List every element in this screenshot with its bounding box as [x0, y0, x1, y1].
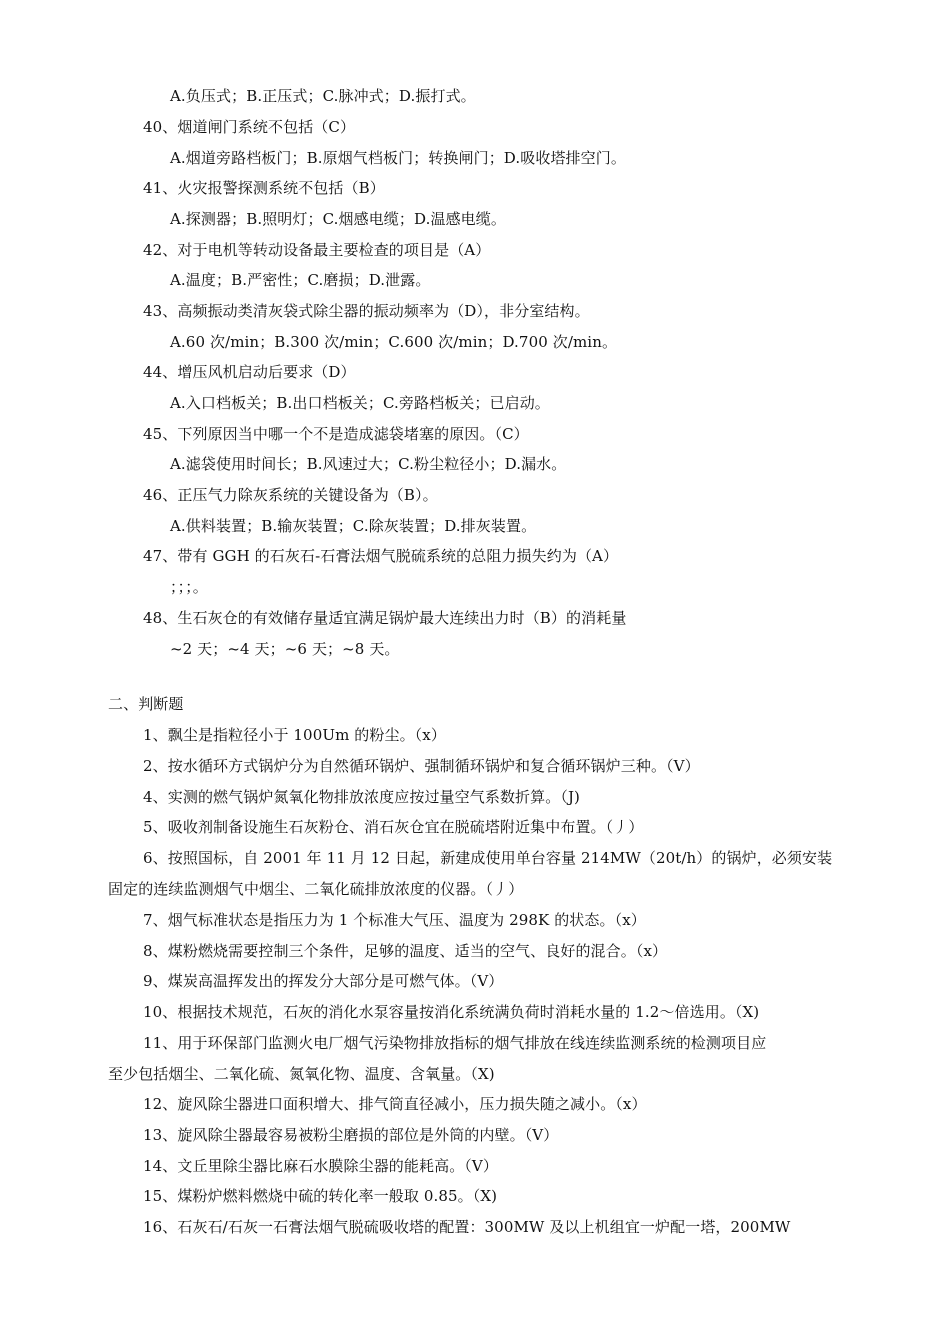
- option-line-q42: A.温度；B.严密性；C.磨损；D.泄露。: [170, 271, 431, 289]
- judgment-14: 14、文丘里除尘器比麻石水膜除尘器的能耗高。（V）: [143, 1157, 498, 1175]
- judgment-1: 1、飘尘是指粒径小于 100Um 的粉尘。（x）: [143, 726, 446, 744]
- option-line-q46: A.供料装置；B.输灰装置；C.除灰装置；D.排灰装置。: [170, 517, 537, 535]
- judgment-6: 6、按照国标，自 2001 年 11 月 12 日起，新建成使用单台容量 214MW（20t/h）的锅炉，必须安装: [143, 849, 833, 867]
- option-line-q48: ~2 天；~4 天；~6 天；~8 天。: [170, 640, 400, 658]
- question-43: 43、高频振动类清灰袋式除尘器的振动频率为（D），非分室结构。: [143, 302, 590, 320]
- question-47: 47、带有 GGH 的石灰石-石膏法烟气脱硫系统的总阻力损失约为（A）: [143, 547, 619, 565]
- option-line-q40: A.烟道旁路档板门；B.原烟气档板门；转换闸门；D.吸收塔排空门。: [170, 149, 626, 167]
- judgment-7: 7、烟气标准状态是指压力为 1 个标准大气压、温度为 298K 的状态。（x）: [143, 911, 646, 929]
- section-heading-judgment: 二、判断题: [108, 695, 184, 713]
- option-line-q44: A.入口档板关；B.出口档板关；C.旁路档板关；已启动。: [170, 394, 550, 412]
- judgment-11-continuation: 至少包括烟尘、二氧化硫、氮氧化物、温度、含氧量。（X): [108, 1065, 495, 1083]
- question-48: 48、生石灰仓的有效储存量适宜满足锅炉最大连续出力时（B）的消耗量: [143, 609, 627, 627]
- option-line-q47: ；；；。: [170, 578, 208, 596]
- option-line-q39: A.负压式；B.正压式；C.脉冲式；D.振打式。: [170, 87, 476, 105]
- question-44: 44、增压风机启动后要求（D）: [143, 363, 356, 381]
- option-line-q45: A.滤袋使用时间长；B.风速过大；C.粉尘粒径小；D.漏水。: [170, 455, 567, 473]
- judgment-13: 13、旋风除尘器最容易被粉尘磨损的部位是外筒的内壁。（V）: [143, 1126, 559, 1144]
- question-45: 45、下列原因当中哪一个不是造成滤袋堵塞的原因。（C）: [143, 425, 529, 443]
- question-42: 42、对于电机等转动设备最主要检查的项目是（A）: [143, 241, 491, 259]
- question-46: 46、正压气力除灰系统的关键设备为（B）。: [143, 486, 438, 504]
- judgment-5: 5、吸收剂制备设施生石灰粉仓、消石灰仓宜在脱硫塔附近集中布置。（丿）: [143, 818, 644, 836]
- judgment-4: 4、实测的燃气锅炉氮氧化物排放浓度应按过量空气系数折算。（J): [143, 788, 581, 806]
- question-41: 41、火灾报警探测系统不包括（B）: [143, 179, 385, 197]
- judgment-8: 8、煤粉燃烧需要控制三个条件，足够的温度、适当的空气、良好的混合。（x）: [143, 942, 668, 960]
- judgment-9: 9、煤炭高温挥发出的挥发分大部分是可燃气体。（V）: [143, 972, 504, 990]
- judgment-15: 15、煤粉炉燃料燃烧中硫的转化率一般取 0.85。（X): [143, 1187, 498, 1205]
- judgment-10: 10、根据技术规范，石灰的消化水泵容量按消化系统满负荷时消耗水量的 1.2〜倍选用。（X): [143, 1003, 760, 1021]
- judgment-12: 12、旋风除尘器进口面积增大、排气筒直径减小，压力损失随之减小。（x）: [143, 1095, 647, 1113]
- option-line-q43: A.60 次/min；B.300 次/min；C.600 次/min；D.700 次/min。: [170, 333, 618, 351]
- judgment-16: 16、石灰石/石灰一石膏法烟气脱硫吸收塔的配置：300MW 及以上机组宜一炉配一塔，200MW: [143, 1218, 791, 1236]
- judgment-11: 11、用于环保部门监测火电厂烟气污染物排放指标的烟气排放在线连续监测系统的检测项目应: [143, 1034, 767, 1052]
- judgment-2: 2、按水循环方式锅炉分为自然循环锅炉、强制循环锅炉和复合循环锅炉三种。（V）: [143, 757, 700, 775]
- judgment-6-continuation: 固定的连续监测烟气中烟尘、二氧化硫排放浓度的仪器。（丿）: [108, 880, 524, 898]
- question-40: 40、烟道闸门系统不包括（C）: [143, 118, 356, 136]
- option-line-q41: A.探测器；B.照明灯；C.烟感电缆；D.温感电缆。: [170, 210, 506, 228]
